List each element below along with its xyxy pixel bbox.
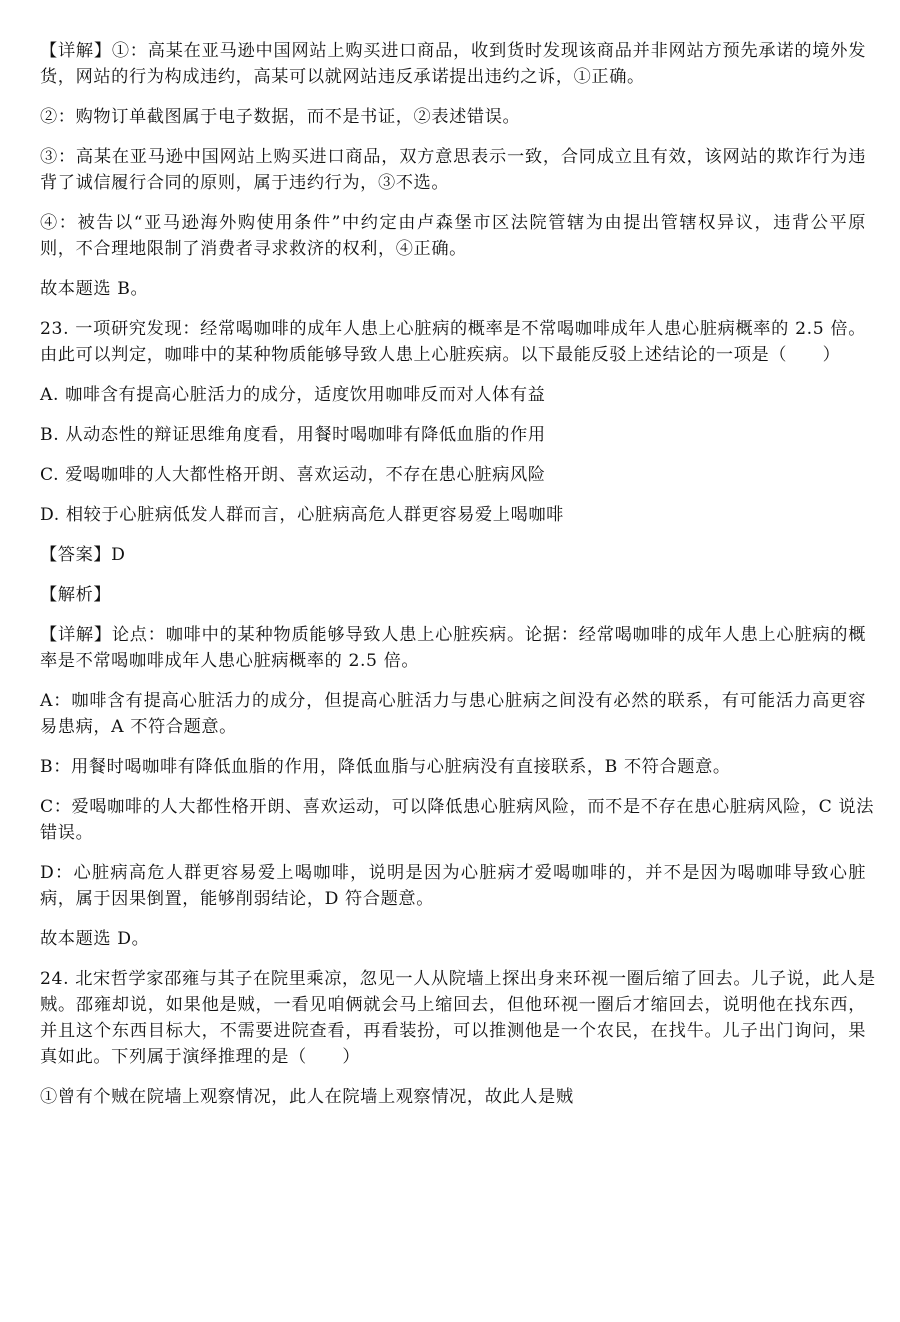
- q23-analysis-a: [40, 688, 866, 740]
- text-line: A：咖啡含有提高心脏活力的成分，但提高心脏活力与患心脏病之间没有必然的联系，有可能活力高更容: [40, 691, 866, 711]
- text-line: ①曾有个贼在院墙上观察情况，此人在院墙上观察情况，故此人是贼: [40, 1087, 574, 1107]
- q23-option-d: [40, 502, 866, 528]
- q23-option-b: [40, 422, 866, 448]
- option-text: B. 从动态性的辩证思维角度看，用餐时喝咖啡有降低血脂的作用: [40, 425, 546, 445]
- q23-option-a: [40, 382, 866, 408]
- text-line: 【详解】①：高某在亚马逊中国网站上购买进口商品，收到货时发现该商品并非网站方预先承诺的境外发: [40, 41, 866, 61]
- option-text: D. 相较于心脏病低发人群而言，心脏病高危人群更容易爱上喝咖啡: [40, 505, 564, 525]
- q22-explanation-point-1: [40, 38, 866, 90]
- q23-option-c: [40, 462, 866, 488]
- text-line: 由此可以判定，咖啡中的某种物质能够导致人患上心脏疾病。以下最能反驳上述结论的一项是（ ）: [40, 345, 841, 365]
- q22-explanation-point-2: [40, 104, 866, 130]
- text-line: ②：购物订单截图属于电子数据，而不是书证，②表述错误。: [40, 107, 521, 127]
- q23-analysis-label: [40, 582, 866, 608]
- text-line: 24. 北宋哲学家邵雍与其子在院里乘凉，忽见一人从院墙上探出身来环视一圈后缩了回去。儿子说，此人是: [40, 969, 876, 989]
- q23-analysis-c: [40, 794, 875, 846]
- text-line: 并且这个东西目标大，不需要进院查看，再看装扮，可以推测他是一个农民，在找牛。儿子出门询问，果: [40, 1021, 866, 1041]
- text-line: 贼。邵雍却说，如果他是贼，一看见咱俩就会马上缩回去，但他环视一圈后才缩回去，说明他在找东西，: [40, 995, 866, 1015]
- text-line: 率是不常喝咖啡成年人患心脏病概率的 2.5 倍。: [40, 651, 420, 671]
- text-line: 23. 一项研究发现：经常喝咖啡的成年人患上心脏病的概率是不常喝咖啡成年人患心脏病概率的 2.5 倍。: [40, 319, 866, 339]
- text-line: 故本题选 D。: [40, 929, 150, 949]
- option-text: C. 爱喝咖啡的人大都性格开朗、喜欢运动，不存在患心脏病风险: [40, 465, 546, 485]
- text-line: 【解析】: [40, 585, 112, 605]
- text-line: B：用餐时喝咖啡有降低血脂的作用，降低血脂与心脏病没有直接联系，B 不符合题意。: [40, 757, 731, 777]
- text-line: ④：被告以“亚马逊海外购使用条件”中约定由卢森堡市区法院管辖为由提出管辖权异议，违背公平原: [40, 213, 866, 233]
- text-line: 错误。: [40, 823, 94, 843]
- text-line: 【答案】D: [40, 545, 126, 565]
- q23-stem: [40, 316, 866, 368]
- q22-explanation-point-3: [40, 144, 866, 196]
- q24-item-1: [40, 1084, 866, 1110]
- document-page: [40, 38, 876, 1124]
- q23-detail: [40, 622, 866, 674]
- q23-analysis-d: [40, 860, 866, 912]
- text-line: 背了诚信履行合同的原则，属于违约行为，③不选。: [40, 173, 450, 193]
- text-line: 病，属于因果倒置，能够削弱结论，D 符合题意。: [40, 889, 434, 909]
- q22-explanation-point-4: [40, 210, 866, 262]
- text-line: 故本题选 B。: [40, 279, 149, 299]
- text-line: 易患病，A 不符合题意。: [40, 717, 237, 737]
- q24-stem: [40, 966, 876, 1070]
- text-line: C：爱喝咖啡的人大都性格开朗、喜欢运动，可以降低患心脏病风险，而不是不存在患心脏病风险，C 说法: [40, 797, 875, 817]
- q22-conclusion: [40, 276, 866, 302]
- text-line: ③：高某在亚马逊中国网站上购买进口商品，双方意思表示一致，合同成立且有效，该网站的欺诈行为违: [40, 147, 866, 167]
- option-text: A. 咖啡含有提高心脏活力的成分，适度饮用咖啡反而对人体有益: [40, 385, 546, 405]
- q23-analysis-b: [40, 754, 866, 780]
- text-line: 货，网站的行为构成违约，高某可以就网站违反承诺提出违约之诉，①正确。: [40, 67, 645, 87]
- q23-conclusion: [40, 926, 866, 952]
- text-line: 则，不合理地限制了消费者寻求救济的权利，④正确。: [40, 239, 467, 259]
- q23-answer: [40, 542, 866, 568]
- text-line: D：心脏病高危人群更容易爱上喝咖啡，说明是因为心脏病才爱喝咖啡的，并不是因为喝咖啡导致心脏: [40, 863, 866, 883]
- text-line: 真如此。下列属于演绎推理的是（ ）: [40, 1047, 361, 1067]
- text-line: 【详解】论点：咖啡中的某种物质能够导致人患上心脏疾病。论据：经常喝咖啡的成年人患上心脏病的概: [40, 625, 866, 645]
